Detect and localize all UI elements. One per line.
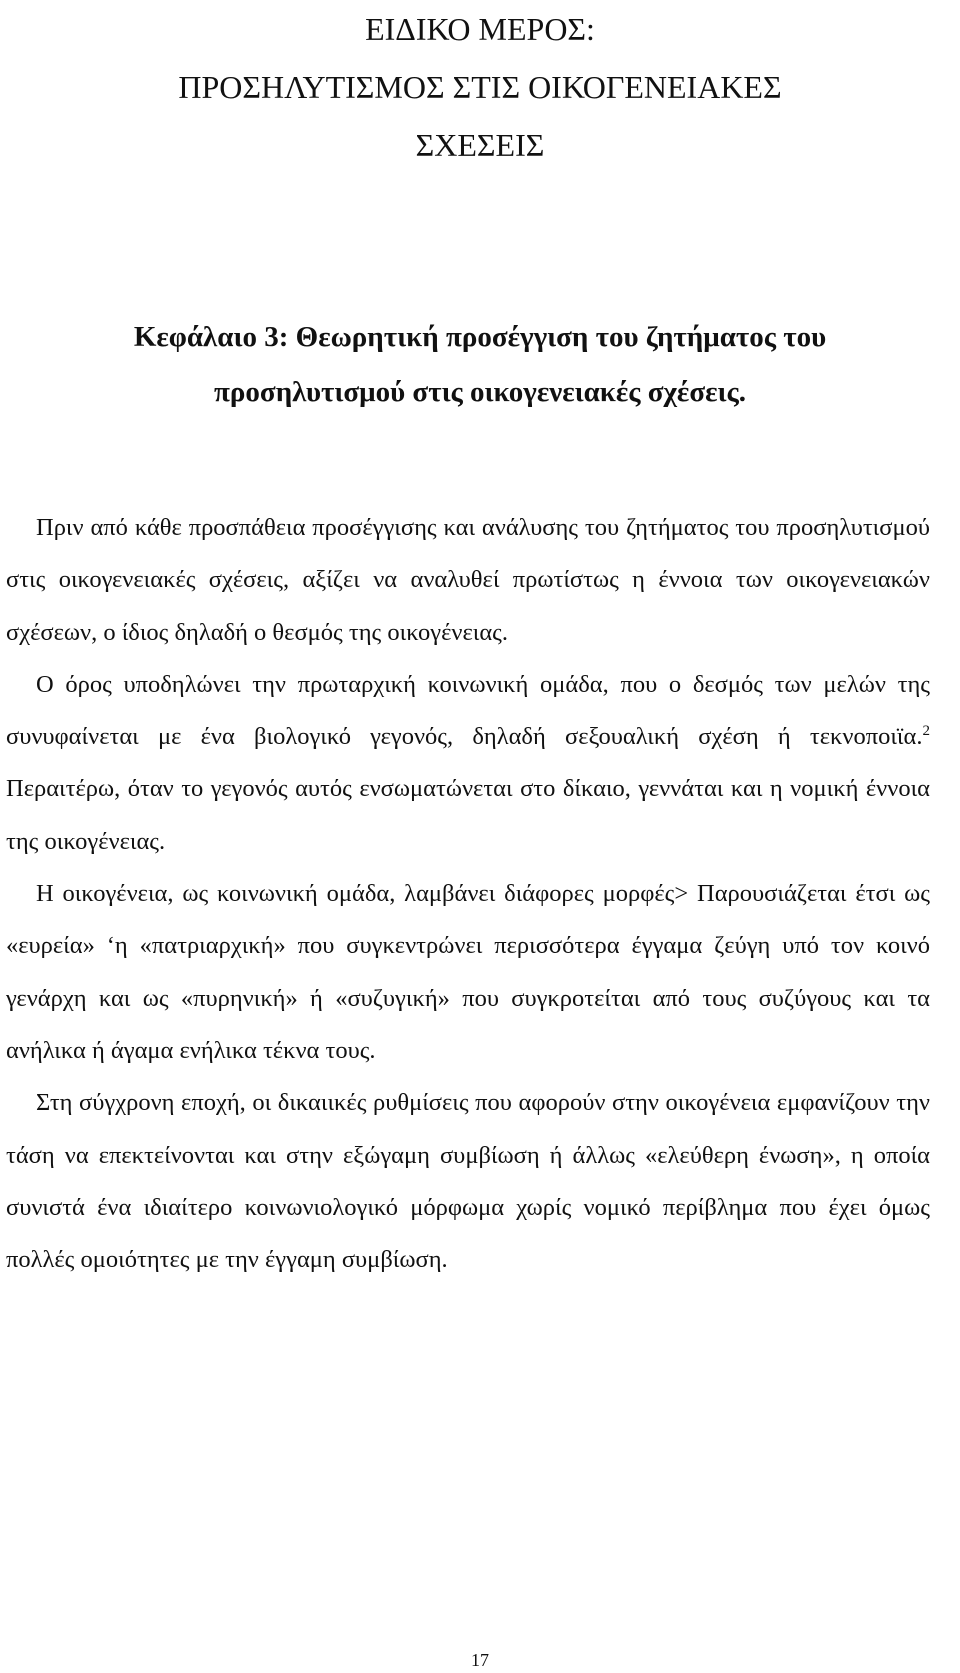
chapter-title-line-1: Κεφάλαιο 3: Θεωρητική προσέγγιση του ζητήματος του [133,321,827,353]
part-title [0,0,960,174]
paragraph-2-text-b: Περαιτέρω, όταν το γεγονός αυτός ενσωματώνεται στο δίκαιο, γεννάται και η νομική έννοια της οικογένειας. [6,775,930,855]
paragraph-1: Πριν από κάθε προσπάθεια προσέγγισης και ανάλυσης του ζητήματος του προσηλυτισμού στις οικογενειακές σχέσεις, αξίζει να αναλυθεί πρωτίστως η έννοια των οικογενειακών σχέσεων, ο ίδιος δηλαδή ο θεσμός της οικογένειας. [6,514,930,646]
page-number: 17 [471,1650,489,1670]
paragraph-3: Η οικογένεια, ως κοινωνική ομάδα, λαμβάνει διάφορες μορφές> Παρουσιάζεται έτσι ως «ευρεία» ‘η «πατριαρχική» που συγκεντρώνει περισσότερα έγγαμα ζεύγη υπό τον κοινό γενάρχη και ως «πυρηνική» ή «συζυγική» που συγκροτείται από τους συζύγους και τα ανήλικα ή άγαμα ενήλικα τέκνα τους. [6,880,930,1064]
body-text [6,502,930,1286]
paragraph-2-text-a: Ο όρος υποδηλώνει την πρωταρχική κοινωνική ομάδα, που ο δεσμός των μελών της συνυφαίνεται με ένα βιολογικό γεγονός, δηλαδή σεξουαλική σχέση ή τεκνοποιϊα. [6,670,930,751]
paragraph-4: Στη σύγχρονη εποχή, οι δικαιικές ρυθμίσεις που αφορούν στην οικογένεια εμφανίζουν την τάση να επεκτείνονται και στην εξώγαμη συμβίωση ή άλλως «ελεύθερη ένωση», η οποία συνιστά ένα ιδιαίτερο κοινωνιολογικό μόρφωμα χωρίς νομικό περίβλημα που έχει όμως πολλές ομοιότητες με την έγγαμη συμβίωση. [6,1089,930,1274]
chapter-title [0,310,960,420]
part-title-line-1: ΕΙΔΙΚΟ ΜΕΡΟΣ: [365,11,595,47]
footnote-reference: 2 [922,723,930,740]
chapter-title-line-2: προσηλυτισμού στις οικογενειακές σχέσεις. [214,376,746,408]
part-title-line-3: ΣΧΕΣΕΙΣ [415,127,545,163]
paragraph-2 [6,659,930,868]
part-title-line-2: ΠΡΟΣΗΛΥΤΙΣΜΟΣ ΣΤΙΣ ΟΙΚΟΓΕΝΕΙΑΚΕΣ [178,69,782,105]
